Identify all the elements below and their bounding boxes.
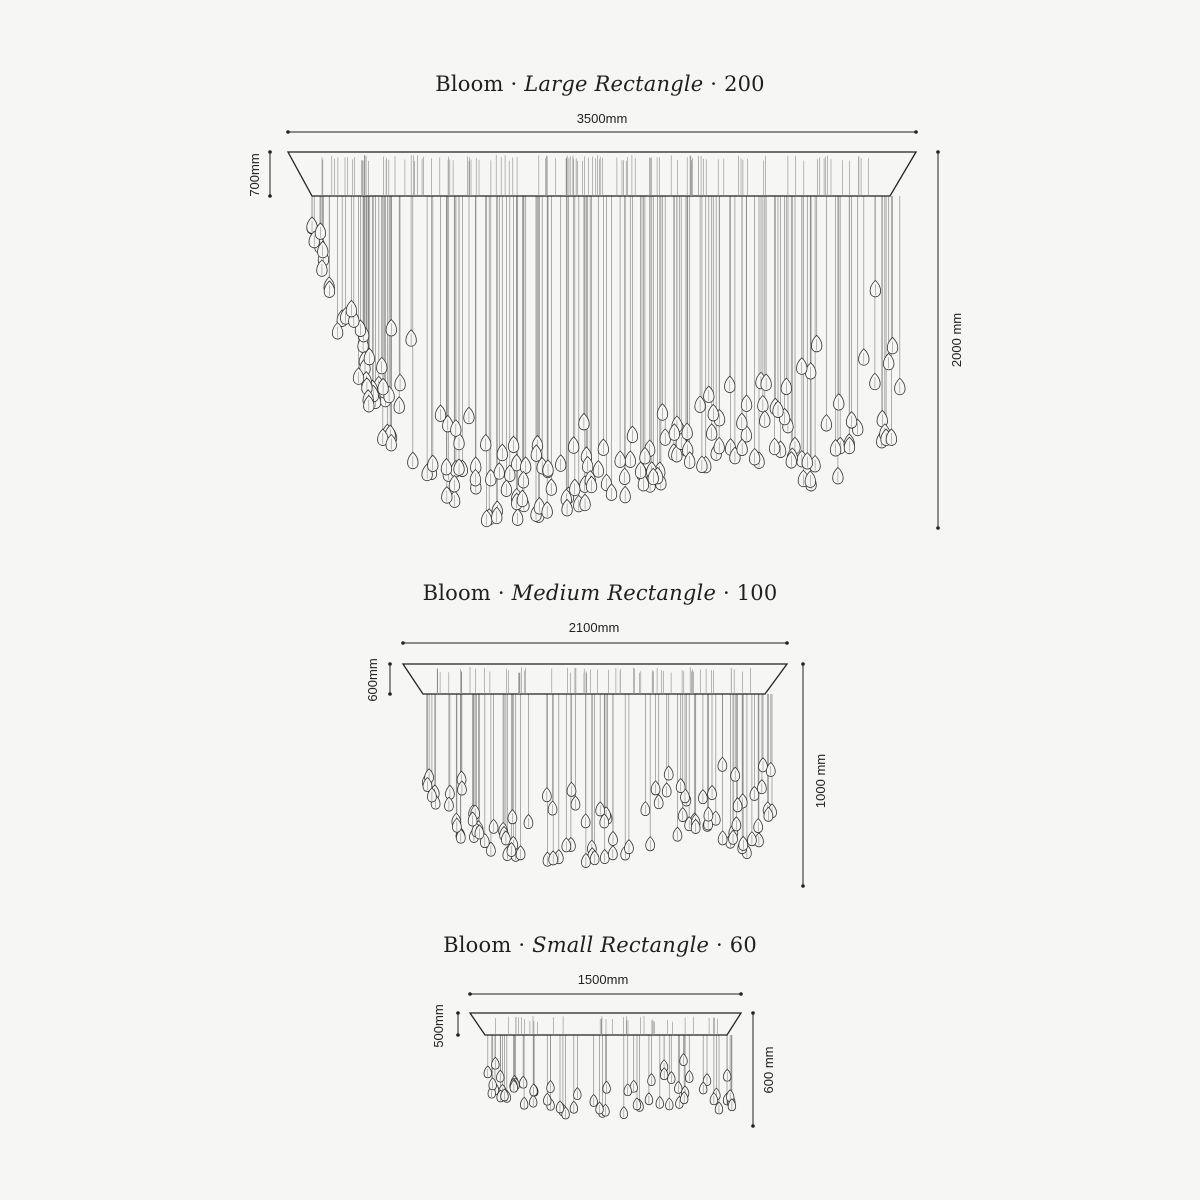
dimension-end-mark bbox=[456, 1011, 460, 1015]
crystal-drops bbox=[484, 1054, 736, 1119]
width-dimension-label: 2100mm bbox=[568, 620, 620, 635]
title-separator: · bbox=[510, 72, 518, 96]
title-separator: · bbox=[497, 581, 505, 605]
product-name: Bloom bbox=[435, 72, 504, 96]
dimension-end-mark bbox=[388, 692, 392, 696]
model-name: Medium Rectangle bbox=[511, 581, 717, 605]
dimension-end-mark bbox=[388, 662, 392, 666]
canopy-height-label: 700mm bbox=[247, 153, 262, 197]
large-rectangle-drawing bbox=[247, 111, 964, 530]
product-name: Bloom bbox=[443, 933, 512, 957]
dimension-end-mark bbox=[801, 662, 805, 666]
medium-rectangle-drawing bbox=[365, 620, 828, 888]
dimension-end-mark bbox=[751, 1011, 755, 1015]
width-dimension-label: 3500mm bbox=[576, 111, 628, 126]
title-separator: · bbox=[716, 933, 723, 957]
canopy-outline bbox=[288, 152, 916, 196]
overall-height-label: 1000 mm bbox=[813, 753, 828, 809]
title-separator: · bbox=[710, 72, 718, 96]
dimension-end-mark bbox=[739, 992, 743, 996]
overall-height-label: 600 mm bbox=[761, 1046, 776, 1094]
piece-count: 200 bbox=[724, 72, 765, 96]
dimension-end-mark bbox=[456, 1033, 460, 1037]
model-name: Large Rectangle bbox=[524, 72, 704, 96]
small-rectangle-drawing bbox=[431, 972, 776, 1128]
canopy-outline bbox=[470, 1013, 741, 1035]
piece-count: 100 bbox=[736, 581, 778, 605]
dimension-end-mark bbox=[801, 884, 805, 888]
dimension-end-mark bbox=[936, 526, 940, 530]
dimension-end-mark bbox=[286, 130, 290, 134]
canopy-outline bbox=[403, 664, 787, 694]
width-dimension-label: 1500mm bbox=[577, 972, 629, 987]
dimension-end-mark bbox=[268, 194, 272, 198]
model-name: Small Rectangle bbox=[532, 933, 710, 957]
dimension-end-mark bbox=[936, 150, 940, 154]
title-separator: · bbox=[722, 581, 730, 605]
title-separator: · bbox=[518, 933, 526, 957]
piece-count: 60 bbox=[729, 933, 757, 957]
dimension-end-mark bbox=[468, 992, 472, 996]
dimension-end-mark bbox=[268, 150, 272, 154]
product-name: Bloom bbox=[422, 581, 491, 605]
canopy-height-label: 500mm bbox=[431, 1004, 446, 1048]
dimension-end-mark bbox=[785, 641, 789, 645]
dimension-end-mark bbox=[401, 641, 405, 645]
dimension-end-mark bbox=[914, 130, 918, 134]
canopy-height-label: 600mm bbox=[365, 658, 380, 702]
canopy-trapezoid bbox=[470, 1013, 741, 1035]
overall-height-label: 2000 mm bbox=[949, 312, 964, 368]
dimension-end-mark bbox=[751, 1124, 755, 1128]
